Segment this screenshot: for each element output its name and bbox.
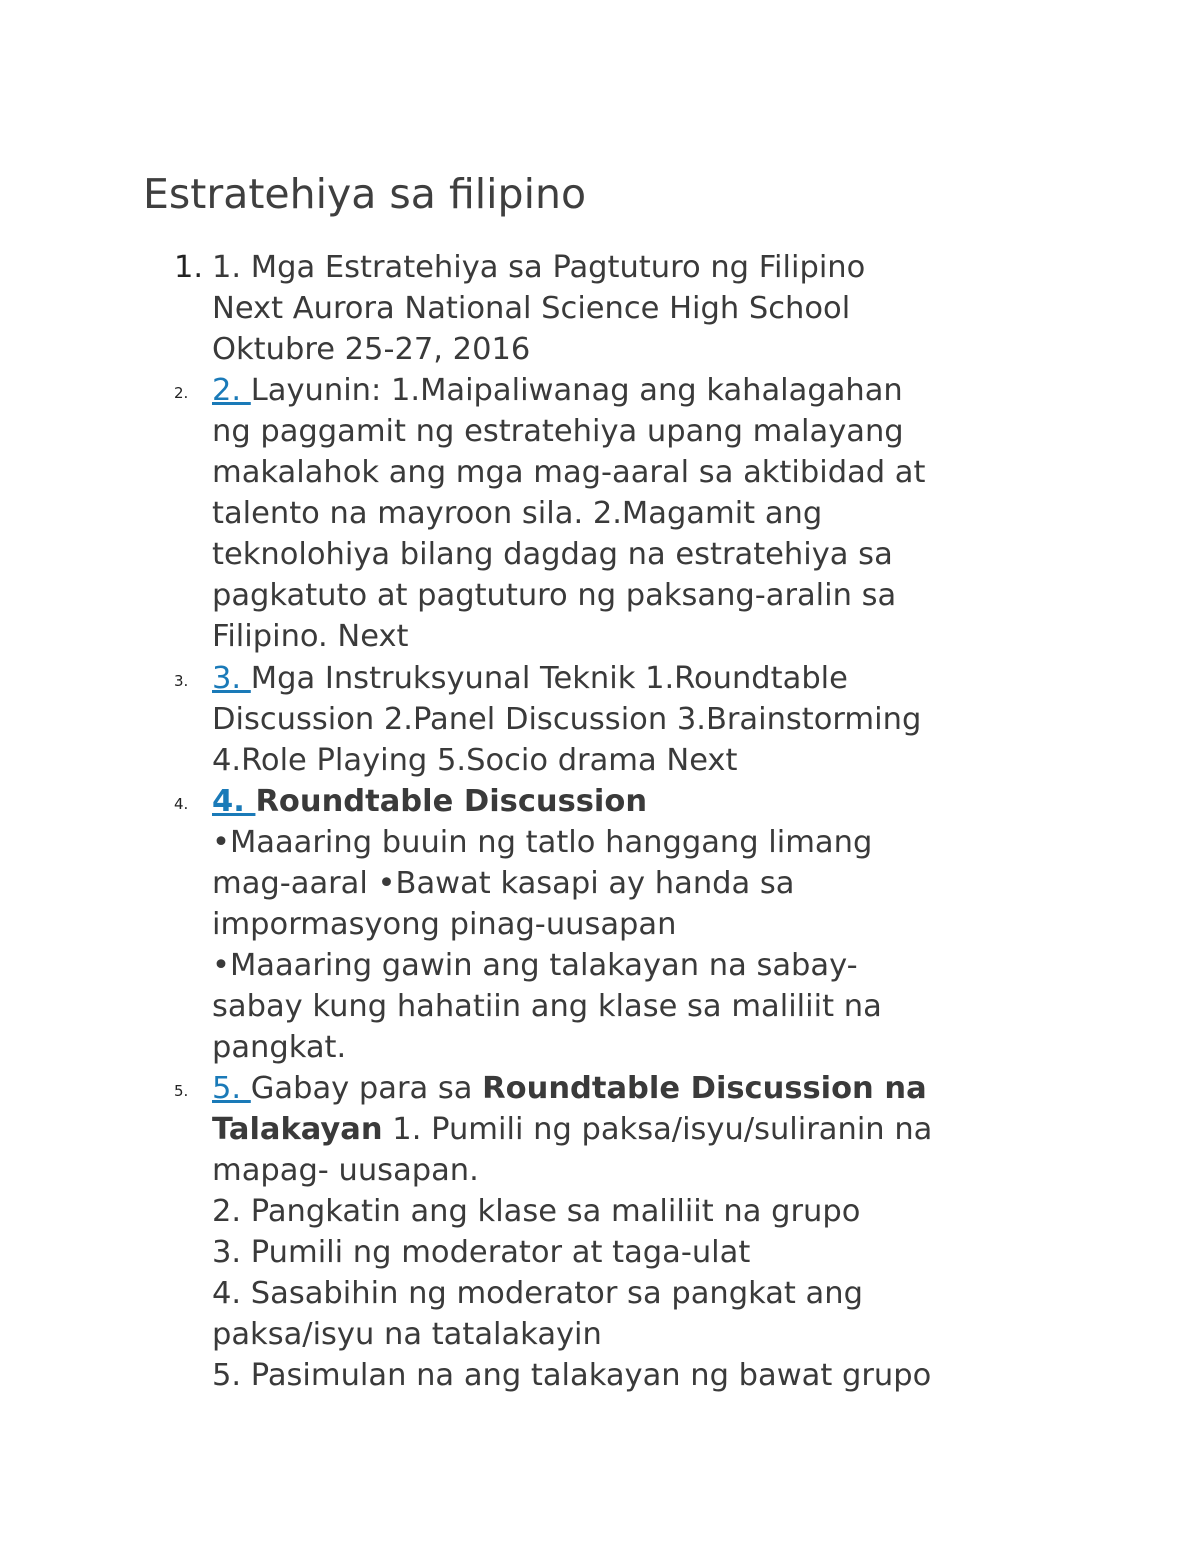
list-item-text: 3. Pumili ng moderator at taga-ulat	[212, 1235, 751, 1270]
list-item-text: 1. Mga Estratehiya sa Pagtuturo ng Filipino	[212, 250, 866, 285]
list-item-text: Discussion 2.Panel Discussion 3.Brainstorming	[212, 702, 922, 737]
slide-link[interactable]: 3.	[212, 661, 251, 696]
list-item-text: makalahok ang mga mag-aaral sa aktibidad at	[212, 455, 926, 490]
bold-text: Talakayan	[212, 1112, 383, 1147]
list-number: 4.	[174, 795, 189, 813]
list-item-text: impormasyong pinag-uusapan	[212, 907, 677, 942]
slide-link-label[interactable]: 4.	[212, 784, 256, 819]
list-item-text: sabay kung hahatiin ang klase sa maliliit na	[212, 989, 882, 1024]
list-number: 2.	[174, 384, 189, 402]
list-item	[174, 247, 1072, 370]
list-item-text: pangkat.	[212, 1030, 347, 1065]
document-title: Estratehiya sa filipino	[143, 170, 587, 218]
list-item-text: •Maaaring buuin ng tatlo hanggang limang	[212, 825, 873, 860]
list-item-text: 2. Pangkatin ang klase sa maliliit na grupo	[212, 1194, 861, 1229]
list-item-text: ng paggamit ng estratehiya upang malayang	[212, 414, 904, 449]
list-item	[174, 781, 1072, 1068]
list-item-text: 5. Pasimulan na ang talakayan ng bawat grupo	[212, 1358, 932, 1393]
slide-link[interactable]: 5.	[212, 1071, 251, 1106]
slide-link[interactable]	[212, 784, 255, 819]
list-item-text: Next Aurora National Science High School	[212, 291, 851, 326]
list-item-text: 4.Role Playing 5.Socio drama Next	[212, 743, 738, 778]
list-number: 1.	[174, 250, 204, 285]
list-number: 5.	[174, 1082, 189, 1100]
slide-link[interactable]: 2.	[212, 373, 251, 408]
list-item-text: talento na mayroon sila. 2.Magamit ang	[212, 496, 823, 531]
list-item	[174, 658, 1072, 781]
list-item	[174, 370, 1072, 657]
list-item-text: •Maaaring gawin ang talakayan na sabay-	[212, 948, 858, 983]
list-item-text: mag-aaral •Bawat kasapi ay handa sa	[212, 866, 795, 901]
list-item-text: paksa/isyu na tatalakayin	[212, 1317, 602, 1352]
list-item-text: mapag- uusapan.	[212, 1153, 479, 1188]
list-item-text: teknolohiya bilang dagdag na estratehiya sa	[212, 537, 893, 572]
list-item-text: 4. Sasabihin ng moderator sa pangkat ang	[212, 1276, 863, 1311]
bold-text: Roundtable Discussion na	[482, 1071, 927, 1106]
list-item-text: Mga Instruksyunal Teknik 1.Roundtable	[250, 661, 848, 696]
list-item-text: Layunin: 1.Maipaliwanag ang kahalagahan	[250, 373, 903, 408]
list-item	[174, 1068, 1072, 1396]
list-item-text: Gabay para sa	[250, 1071, 483, 1106]
list-item-text: pagkatuto at pagtuturo ng paksang-aralin sa	[212, 578, 897, 613]
section-heading: Roundtable Discussion	[255, 784, 648, 819]
list-item-text: 1. Pumili ng paksa/isyu/suliranin na	[382, 1112, 933, 1147]
list-item-text: Filipino. Next	[212, 619, 409, 654]
list-number: 3.	[174, 672, 189, 690]
list-item-text: Oktubre 25-27, 2016	[212, 332, 531, 367]
